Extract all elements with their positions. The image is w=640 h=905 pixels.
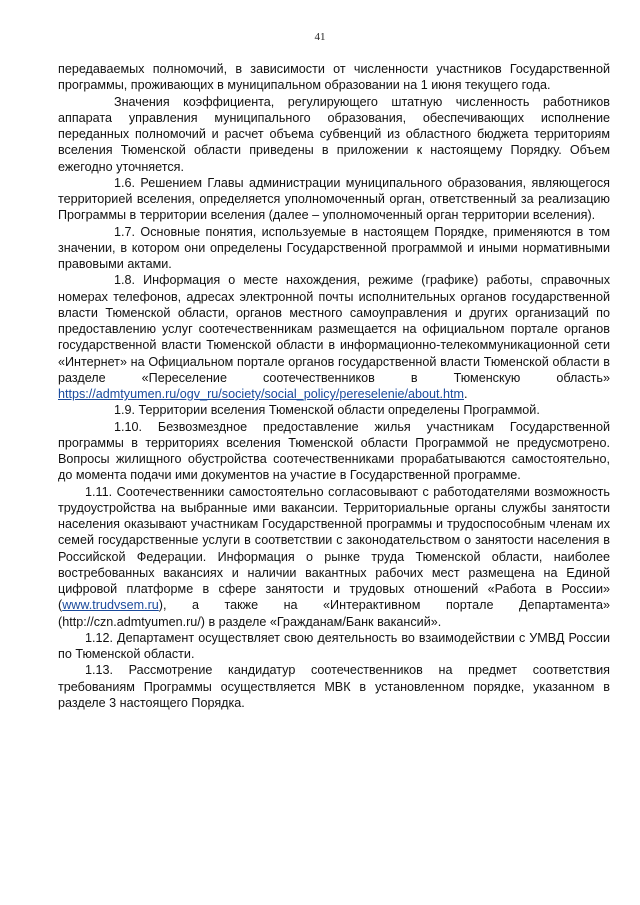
page-number: 41	[314, 31, 326, 43]
paragraph-1-6: 1.6. Решением Главы администрации муниципального образования, являющегося территорией вселения, определяется уполномоченный орган, ответственный за реализацию Программы в территории вселения (далее – уполномоченный орган территории вселения).	[58, 175, 610, 223]
paragraph-1-7: 1.7. Основные понятия, используемые в настоящем Порядке, применяются в том значении, в котором они определены Государственной программой и иными нормативными правовыми актами.	[58, 224, 610, 271]
document-body	[58, 61, 610, 711]
paragraph-1-13: 1.13. Рассмотрение кандидатур соотечественников на предмет соответствия требованиям Программы осуществляется МВК в установленном порядке, указанном в разделе 3 настоящего Порядка.	[58, 663, 610, 710]
paragraph-1-10: 1.10. Безвозмездное предоставление жилья участникам Государственной программы в территориях вселения Тюменской области Программой не предусмотрено. Вопросы жилищного обустройства соотечественниками прорабатываются самостоятельно, до момента подачи ими документов на участие в Государственной программе.	[58, 419, 610, 483]
paragraph-1-8-end: .	[464, 387, 468, 401]
paragraph-1-12: 1.12. Департамент осуществляет свою деятельность во взаимодействии с УМВД России по Тюменской области.	[58, 630, 610, 661]
paragraph-1-11	[58, 484, 610, 630]
paragraph-1-8-text: 1.8. Информация о месте нахождения, режиме (графике) работы, справочных номерах телефонов, адресах электронной почты исполнительных органов государственной власти Тюменской области, органов местного самоуправления и других организаций по предоставлению услуг соотечественникам размещается на официальном портале органов государственной власти Тюменской области в информационно-телекоммуникационной сети «Интернет» на Официальном портале органов государственной власти Тюменской области в разделе «Переселение соотечественников в Тюменскую область»	[58, 273, 610, 385]
trudvsem-link[interactable]: www.trudvsem.ru	[62, 598, 159, 613]
pereselenie-link[interactable]: https://admtyumen.ru/ogv_ru/society/social_policy/pereselenie/about.htm	[58, 387, 465, 401]
paragraph-continuation: передаваемых полномочий, в зависимости от численности участников Государственной программы, проживающих в муниципальном образовании на 1 июня текущего года.	[58, 62, 610, 93]
paragraph-coefficient: Значения коэффициента, регулирующего штатную численность работников аппарата управления муниципального образования, обеспечивающих исполнение переданных полномочий и расчет объема субвенций из областного бюджета территориям вселения Тюменской области приведены в приложении к настоящему Порядку. Объем ежегодно уточняется.	[58, 94, 610, 174]
paragraph-1-9: 1.9. Территории вселения Тюменской области определены Программой.	[114, 403, 540, 418]
paragraph-1-11-text-a: 1.11. Соотечественники самостоятельно согласовывают с работодателями возможность трудоустройства на выбранные ими вакансии. Территориальные органы службы занятости населения оказывают участникам Государственной программы и трудоспособным членам их семей государственные услуги в соответствии с законодательством о занятости населения в Российской Федерации. Информация о рынке труда Тюменской области, наиболее востребованных вакансиях и наличии вакантных рабочих мест размещена на Единой цифровой платформе в сфере занятости и трудовых отношений «Работа в России» (	[58, 484, 610, 613]
paragraph-1-11-text-b: ), а также на «Интерактивном портале Департамента» (http://czn.admtyumen.ru/) в разделе «Гражданам/Банк вакансий».	[58, 598, 610, 629]
paragraph-1-8	[58, 272, 610, 402]
